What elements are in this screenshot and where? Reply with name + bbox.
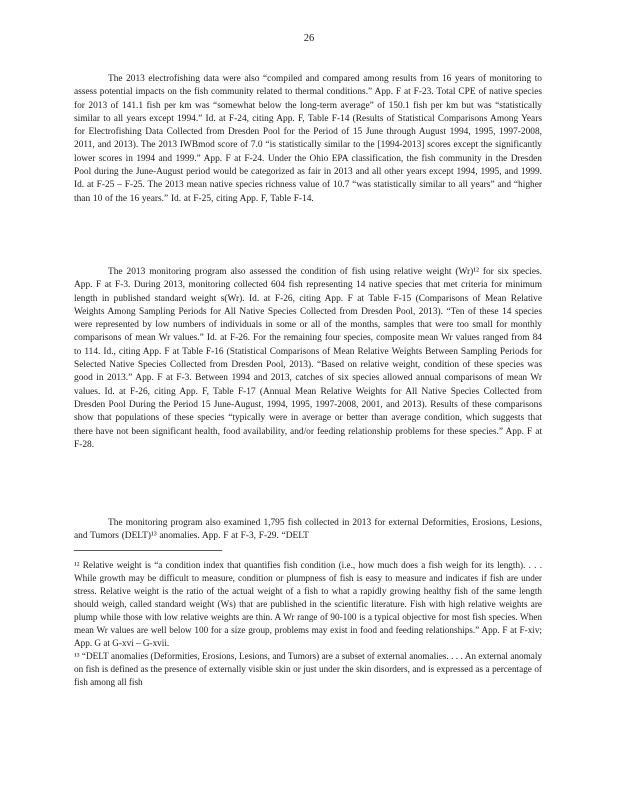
body-paragraph (74, 73, 542, 220)
footnote-12: ¹² Relative weight is “a condition index that quantifies fish condition (i.e., how much does a fish weigh for its length). . . . While growth may be difficult to measure, condition or plumpness of fish is easy to measure and indicates if fish are under stress. Relative weight is the ratio of the actual weight of a fish to what a rapidly growing healthy fish of the same length should weigh, called standard weight (Ws) that are published in the scientific literature. Fish with high relative weights are plump while those with low relative weights are thin. A Wr range of 90-100 is a typical objective for most fish species. When mean Wr values are well below 100 for a size group, problems may exist in food and feeding relationships.” App. F at F-xiv; App. G at G-xvi – G-xvii. (74, 560, 542, 648)
paragraph-delt-anomalies: The monitoring program also examined 1,795 fish collected in 2013 for external Deformities, Erosions, Lesions, and Tumors (DELT)¹³ anomalies. App. F at F-3, F-29. “DELT (74, 518, 542, 542)
paragraph-relative-weight: The 2013 monitoring program also assessed the condition of fish using relative weight (Wr)¹² for six species. App. F at F-3. During 2013, monitoring collected 604 fish representing 14 native species that met criteria for minimum length in published standard weight s(Wr). Id. at F-26, citing App. F at Table F-15 (Comparisons of Mean Relative Weights Among Sampling Periods for All Native Species Collected from Dresden Pool, 2013). “Ten of these 14 species were represented by low numbers of individuals in some or all of the months, samples that were too small for monthly comparisons of mean Wr values.” Id. at F-26. For the remaining four species, composite mean Wr values ranged from 84 to 114. Id., citing App. F at Table F-16 (Statistical Comparisons of Mean Relative Weights Between Sampling Periods for Selected Native Species Collected from Dresden Pool, 2013). “Based on relative weight, condition of these species was good in 2013.” App. F at F-3. Between 1994 and 2013, catches of six species allowed annual comparisons of mean Wr values. Id. at F-26, citing App. F, Table F-17 (Annual Mean Relative Weights for All Native Species Collected from Dresden Pool During the Period 15 June-August, 1994, 1995, 1997-2008, 2001, and 2013). Results of these comparisons show that populations of these species “typically were in average or better than average condition, which suggests that there have not been significant health, food availability, and/or feeding relationship problems for these species.” App. F at F-28. (74, 267, 542, 450)
page-number: 26 (303, 33, 315, 44)
footnote-divider (74, 550, 222, 551)
paragraph-electrofishing: The 2013 electrofishing data were also “compiled and compared among results from 16 years of monitoring to assess potential impacts on the fish community related to thermal conditions.” App. F at F-23. Total CPE of native species for 2013 of 141.1 fish per km was “somewhat below the long-term average” of 150.1 fish per km but was “statistically similar to all years except 1994.” Id. at F-24, citing App. F, Table F-14 (Results of Statistical Comparisons Among Years for Electrofishing Data Collected from Dresden Pool for the Period of 15 June through August 1994, 1995, 1997-2008, 2011, and 2013). The 2013 IWBmod score of 7.0 “is statistically similar to the [1994-2013] scores except the significantly lower scores in 1994 and 1999.” App. F at F-24. Under the Ohio EPA classification, the fish community in the Dresden Pool during the June-August period would be categorized as fair in 2013 and all other years except 1994, 1995, and 1999. Id. at F-25 – F-25. The 2013 mean native species richness value of 10.7 “was statistically similar to all years” and “higher than 10 of the 16 years.” Id. at F-25, citing App. F, Table F-14. (74, 74, 542, 204)
body-paragraph (74, 266, 542, 466)
body-paragraph (74, 517, 542, 558)
footnotes (74, 559, 542, 689)
footnote-13: ¹³ “DELT anomalies (Deformities, Erosions, Lesions, and Tumors) are a subset of external anomalies. . . . An external anomaly on fish is defined as the presence of externally visible skin or just under the skin disorders, and is expressed as a percentage of fish among all fish (74, 651, 542, 687)
